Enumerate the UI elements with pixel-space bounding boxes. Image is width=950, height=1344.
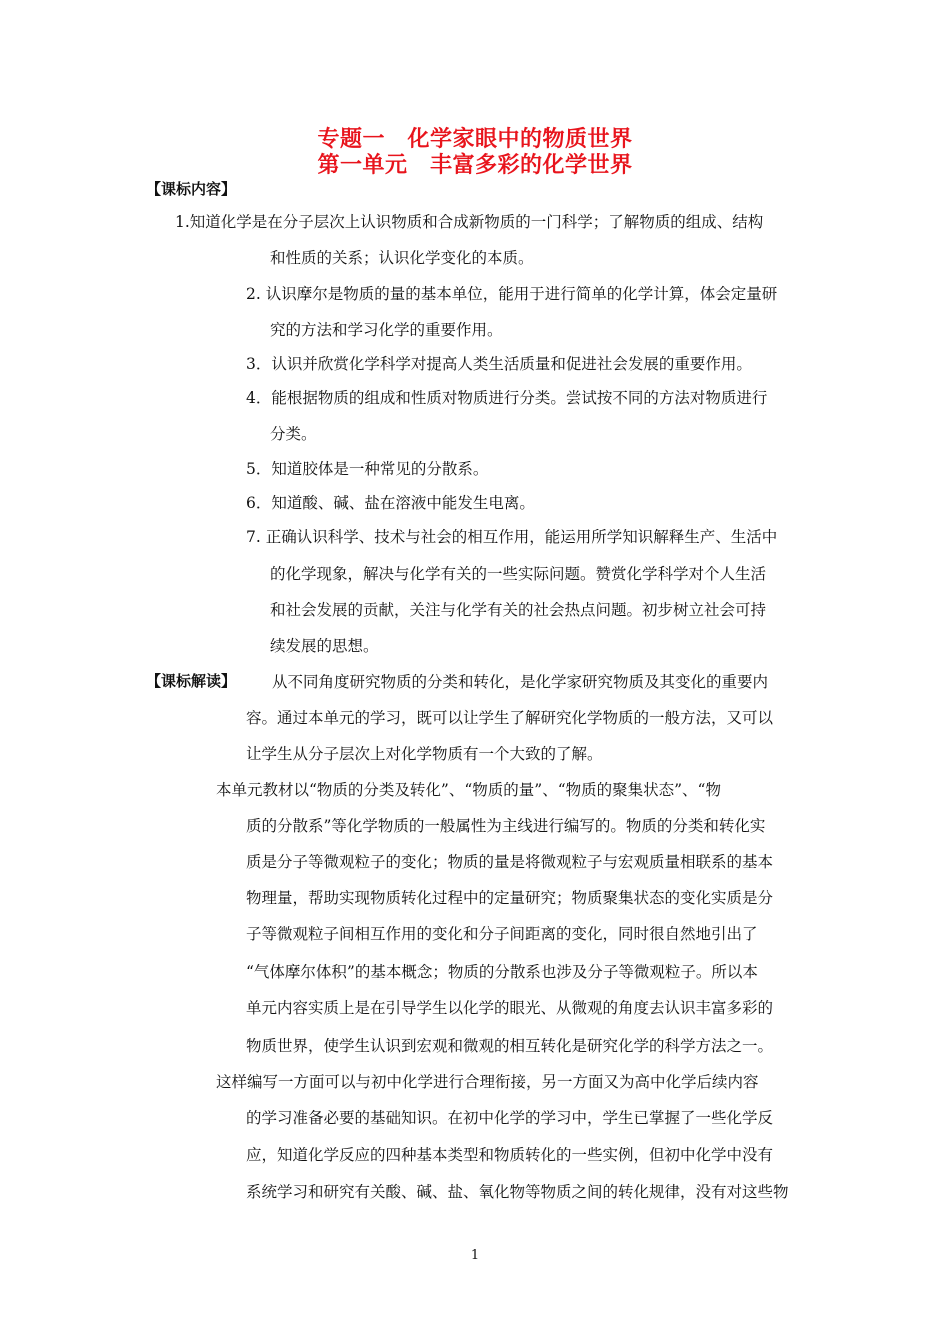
item-line: 4．能根据物质的组成和性质对物质进行分类。尝试按不同的方法对物质进行: [246, 389, 768, 407]
reading-line: 质的分散系”等化学物质的一般属性为主线进行编写的。物质的分类和转化实: [246, 817, 766, 835]
item-line: 究的方法和学习化学的重要作用。: [270, 321, 503, 339]
reading-line: “气体摩尔体积”的基本概念；物质的分散系也涉及分子等微观粒子。所以本: [246, 963, 758, 981]
reading-line: 的学习准备必要的基础知识。在初中化学的学习中，学生已掌握了一些化学反: [246, 1109, 774, 1127]
reading-line: 物理量，帮助实现物质转化过程中的定量研究；物质聚集状态的变化实质是分: [246, 889, 774, 907]
reading-line: 系统学习和研究有关酸、碱、盐、氧化物等物质之间的转化规律，没有对这些物: [246, 1183, 789, 1201]
reading-line: 让学生从分子层次上对化学物质有一个大致的了解。: [246, 745, 603, 763]
reading-line: 本单元教材以“物质的分类及转化”、“物质的量”、“物质的聚集状态”、“物: [216, 781, 721, 799]
reading-line: 物质世界，使学生认识到宏观和微观的相互转化是研究化学的科学方法之一。: [246, 1037, 774, 1055]
item-line: 2. 认识摩尔是物质的量的基本单位，能用于进行简单的化学计算，体会定量研: [246, 285, 778, 303]
reading-line: 从不同角度研究物质的分类和转化，是化学家研究物质及其变化的重要内: [272, 673, 769, 691]
reading-line: 应，知道化学反应的四种基本类型和物质转化的一些实例，但初中化学中没有: [246, 1146, 774, 1164]
section-heading-course-content: 【课标内容】: [146, 180, 237, 198]
item-line: 7. 正确认识科学、技术与社会的相互作用，能运用所学知识解释生产、生活中: [246, 528, 778, 546]
item-line: 和性质的关系；认识化学变化的本质。: [270, 249, 534, 267]
item-line: 5．知道胶体是一种常见的分散系。: [246, 460, 489, 478]
item-line: 和社会发展的贡献，关注与化学有关的社会热点问题。初步树立社会可持: [270, 601, 767, 619]
title-line-1: 专题一 化学家眼中的物质世界: [317, 127, 633, 152]
item-line: 续发展的思想。: [270, 637, 379, 655]
reading-line: 容。通过本单元的学习，既可以让学生了解研究化学物质的一般方法，又可以: [246, 709, 774, 727]
item-line: 3．认识并欣赏化学科学对提高人类生活质量和促进社会发展的重要作用。: [246, 355, 752, 373]
reading-line: 单元内容实质上是在引导学生以化学的眼光、从微观的角度去认识丰富多彩的: [246, 999, 774, 1017]
reading-line: 质是分子等微观粒子的变化；物质的量是将微观粒子与宏观质量相联系的基本: [246, 853, 774, 871]
item-line: 分类。: [270, 425, 317, 443]
section-heading-interpretation: 【课标解读】: [146, 672, 237, 690]
page-number: 1: [470, 1248, 480, 1263]
item-line: 的化学现象，解决与化学有关的一些实际问题。赞赏化学科学对个人生活: [270, 565, 767, 583]
reading-line: 子等微观粒子间相互作用的变化和分子间距离的变化，同时很自然地引出了: [246, 925, 758, 943]
item-line: 1.知道化学是在分子层次上认识物质和合成新物质的一门科学；了解物质的组成、结构: [175, 213, 764, 231]
title-line-2: 第一单元 丰富多彩的化学世界: [317, 153, 633, 178]
item-line: 6．知道酸、碱、盐在溶液中能发生电离。: [246, 494, 535, 512]
reading-line: 这样编写一方面可以与初中化学进行合理衔接，另一方面又为高中化学后续内容: [216, 1073, 759, 1091]
